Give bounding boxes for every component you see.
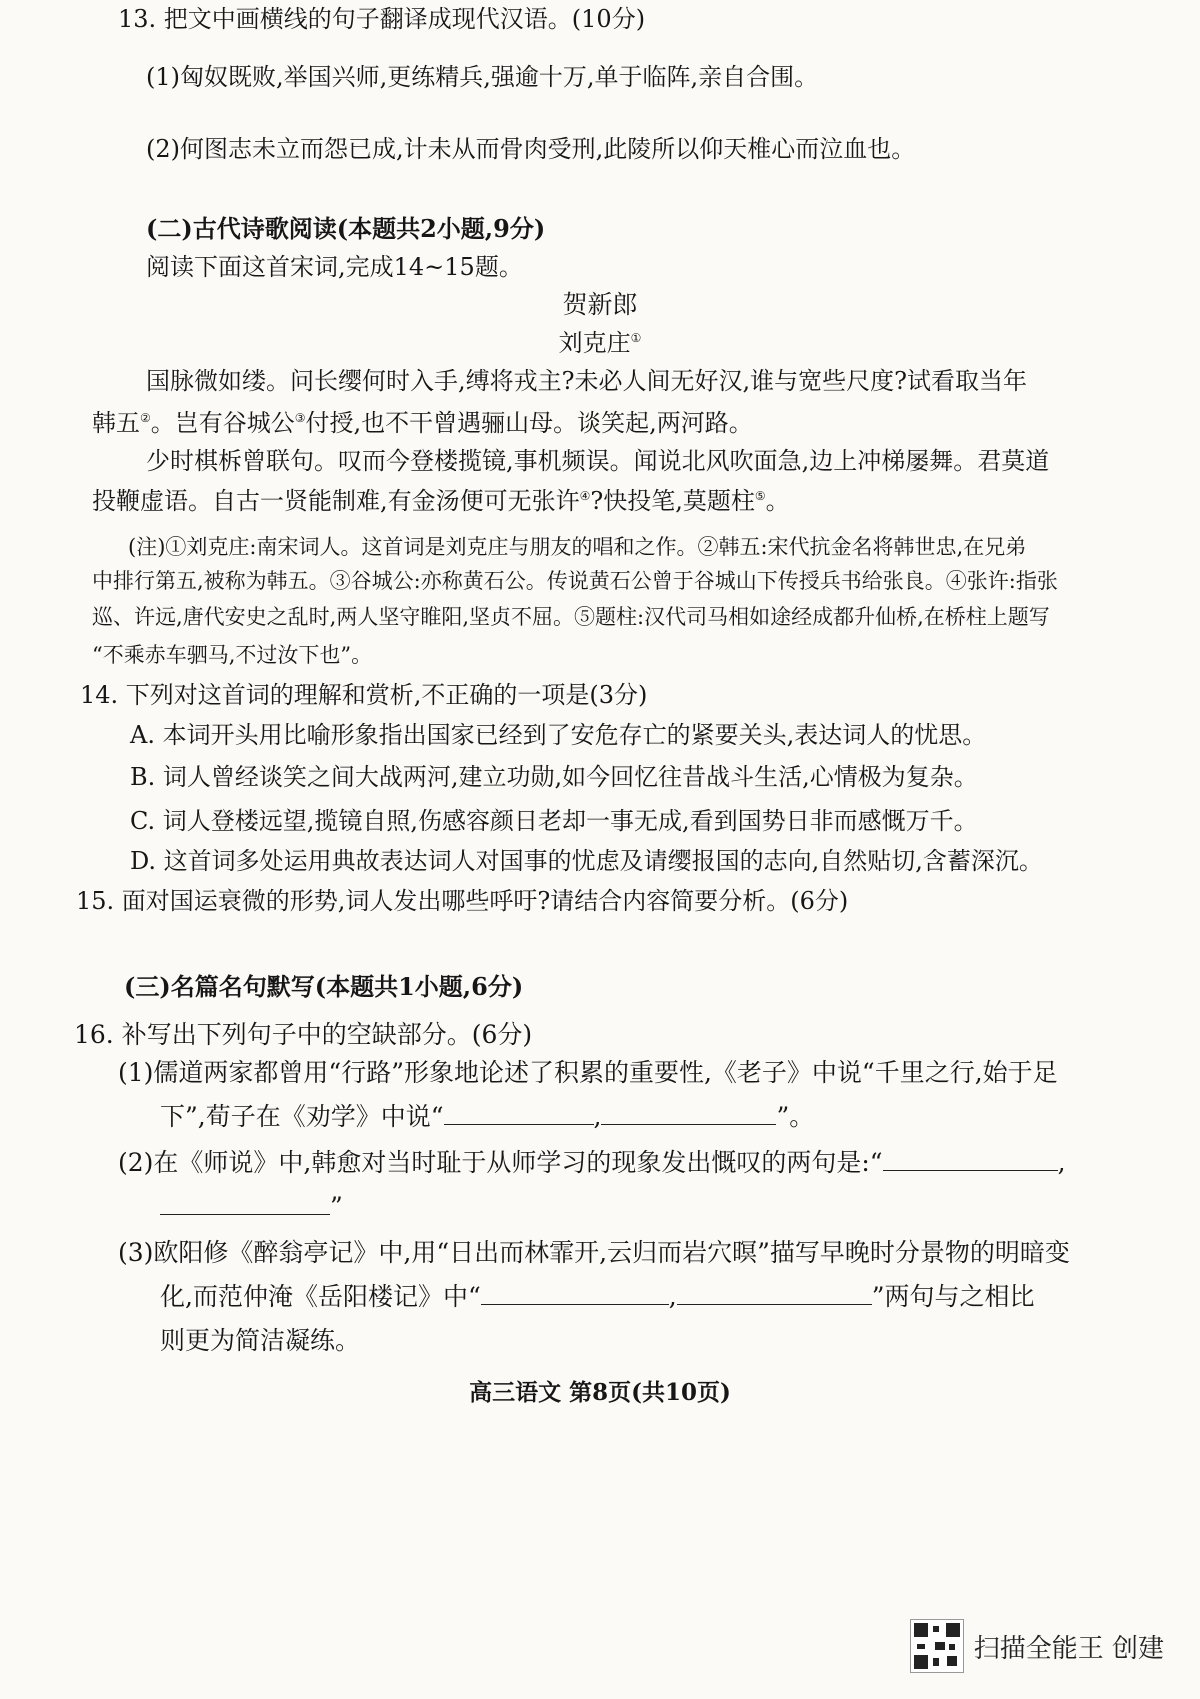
q16-item-2-line-1	[118, 1148, 1066, 1178]
question-text: ,	[1057, 1148, 1066, 1177]
answer-blank[interactable]	[601, 1102, 776, 1125]
answer-blank[interactable]	[677, 1282, 872, 1305]
poem-text: 。	[765, 487, 790, 515]
question-text: ,	[668, 1282, 677, 1311]
q16-item-2-line-2	[160, 1192, 343, 1222]
q14-option-a: A. 本词开头用比喻形象指出国家已经到了安危存亡的紧要关头,表达词人的忧思。	[130, 721, 987, 749]
question-text: ”	[330, 1192, 343, 1221]
poem-line-1a: 国脉微如缕。问长缨何时入手,缚将戎主?未必人间无好汉,谁与宽些尺度?试看取当年	[146, 367, 1027, 395]
q14-option-d: D. 这首词多处运用典故表达词人对国事的忧虑及请缨报国的志向,自然贴切,含蓄深沉。	[130, 847, 1043, 875]
poem-text: 韩五	[92, 409, 140, 437]
footnote-mark: ⑤	[754, 489, 766, 503]
footnote-mark: ②	[140, 411, 151, 425]
section-2-title: (二)古代诗歌阅读(本题共2小题,9分)	[146, 214, 546, 243]
poem-text: 投鞭虚语。自古一贤能制难,有金汤便可无张许	[92, 487, 580, 515]
poem-text: 付授,也不干曾遇骊山母。谈笑起,两河路。	[305, 409, 753, 437]
poem-line-1b	[92, 408, 753, 438]
question-text: ,	[593, 1102, 602, 1131]
section-2-intro: 阅读下面这首宋词,完成14~15题。	[146, 253, 523, 281]
poem-note-line-1: (注)①刘克庄:南宋词人。这首词是刘克庄与朋友的唱和之作。②韩五:宋代抗金名将韩世忠,在兄弟	[128, 535, 1027, 559]
q16-item-1-line-2	[160, 1102, 814, 1132]
poem-line-2a: 少时棋柝曾联句。叹而今登楼揽镜,事机频误。闻说北风吹面急,边上冲梯屡舞。君莫道	[146, 447, 1050, 475]
q16-item-3-line-3: 则更为简洁凝练。	[160, 1326, 361, 1355]
answer-blank[interactable]	[481, 1282, 669, 1305]
q15-title: 15. 面对国运衰微的形势,词人发出哪些呼吁?请结合内容简要分析。(6分)	[76, 887, 849, 915]
author-name: 刘克庄	[558, 329, 631, 357]
question-text: ”两句与之相比	[871, 1282, 1035, 1311]
q16-item-1-line-1: (1)儒道两家都曾用“行路”形象地论述了积累的重要性,《老子》中说“千里之行,始于足	[118, 1058, 1058, 1087]
poem-note-line-4: “不乘赤车驷马,不过汝下也”。	[92, 643, 373, 667]
footnote-mark: ④	[579, 489, 591, 503]
q14-option-c: C. 词人登楼远望,揽镜自照,伤感容颜日老却一事无成,看到国势日非而感慨万千。	[130, 807, 978, 835]
poem-note-line-3: 巡、许远,唐代安史之乱时,两人坚守睢阳,坚贞不屈。⑤题柱:汉代司马相如途经成都升仙桥,在桥柱上题写	[92, 605, 1050, 629]
poem-text: 。岂有谷城公	[150, 409, 295, 437]
q13-sentence-1: (1)匈奴既败,举国兴师,更练精兵,强逾十万,单于临阵,亲自合围。	[146, 63, 819, 91]
poem-note-line-2: 中排行第五,被称为韩五。③谷城公:亦称黄石公。传说黄石公曾于谷城山下传授兵书给张良。④张许:指张	[92, 569, 1058, 593]
q16-title: 16. 补写出下列句子中的空缺部分。(6分)	[74, 1020, 533, 1049]
question-text: 化,而范仲淹《岳阳楼记》中“	[160, 1282, 481, 1311]
question-text: 下”,荀子在《劝学》中说“	[160, 1102, 444, 1131]
q16-item-3-line-1: (3)欧阳修《醉翁亭记》中,用“日出而林霏开,云归而岩穴暝”描写早晚时分景物的明暗变	[118, 1238, 1070, 1267]
question-text: (2)在《师说》中,韩愈对当时耻于从师学习的现象发出慨叹的两句是:“	[118, 1148, 883, 1177]
poem-text: ?快投笔,莫题柱	[590, 487, 755, 515]
page-footer: 高三语文 第8页(共10页)	[469, 1379, 731, 1406]
answer-blank[interactable]	[160, 1192, 330, 1215]
section-3-title: (三)名篇名句默写(本题共1小题,6分)	[124, 972, 524, 1001]
qr-code-icon	[910, 1619, 964, 1673]
scanner-watermark	[910, 1619, 1164, 1673]
answer-blank[interactable]	[444, 1102, 594, 1125]
question-text: ”。	[776, 1102, 815, 1131]
author-footnote-mark: ①	[630, 331, 642, 345]
q14-title: 14. 下列对这首词的理解和赏析,不正确的一项是(3分)	[80, 681, 648, 709]
poem-title: 贺新郎	[562, 290, 638, 319]
q13-sentence-2: (2)何图志未立而怨已成,计未从而骨肉受刑,此陵所以仰天椎心而泣血也。	[146, 135, 916, 163]
footnote-mark: ③	[294, 411, 306, 425]
poem-line-2b	[92, 486, 790, 516]
poem-author	[0, 328, 1200, 358]
scanner-label: 扫描全能王 创建	[973, 1633, 1164, 1664]
q14-option-b: B. 词人曾经谈笑之间大战两河,建立功勋,如今回忆往昔战斗生活,心情极为复杂。	[130, 763, 978, 791]
q16-item-3-line-2	[160, 1282, 1034, 1312]
answer-blank[interactable]	[883, 1148, 1058, 1171]
q13-title: 13. 把文中画横线的句子翻译成现代汉语。(10分)	[118, 5, 646, 33]
